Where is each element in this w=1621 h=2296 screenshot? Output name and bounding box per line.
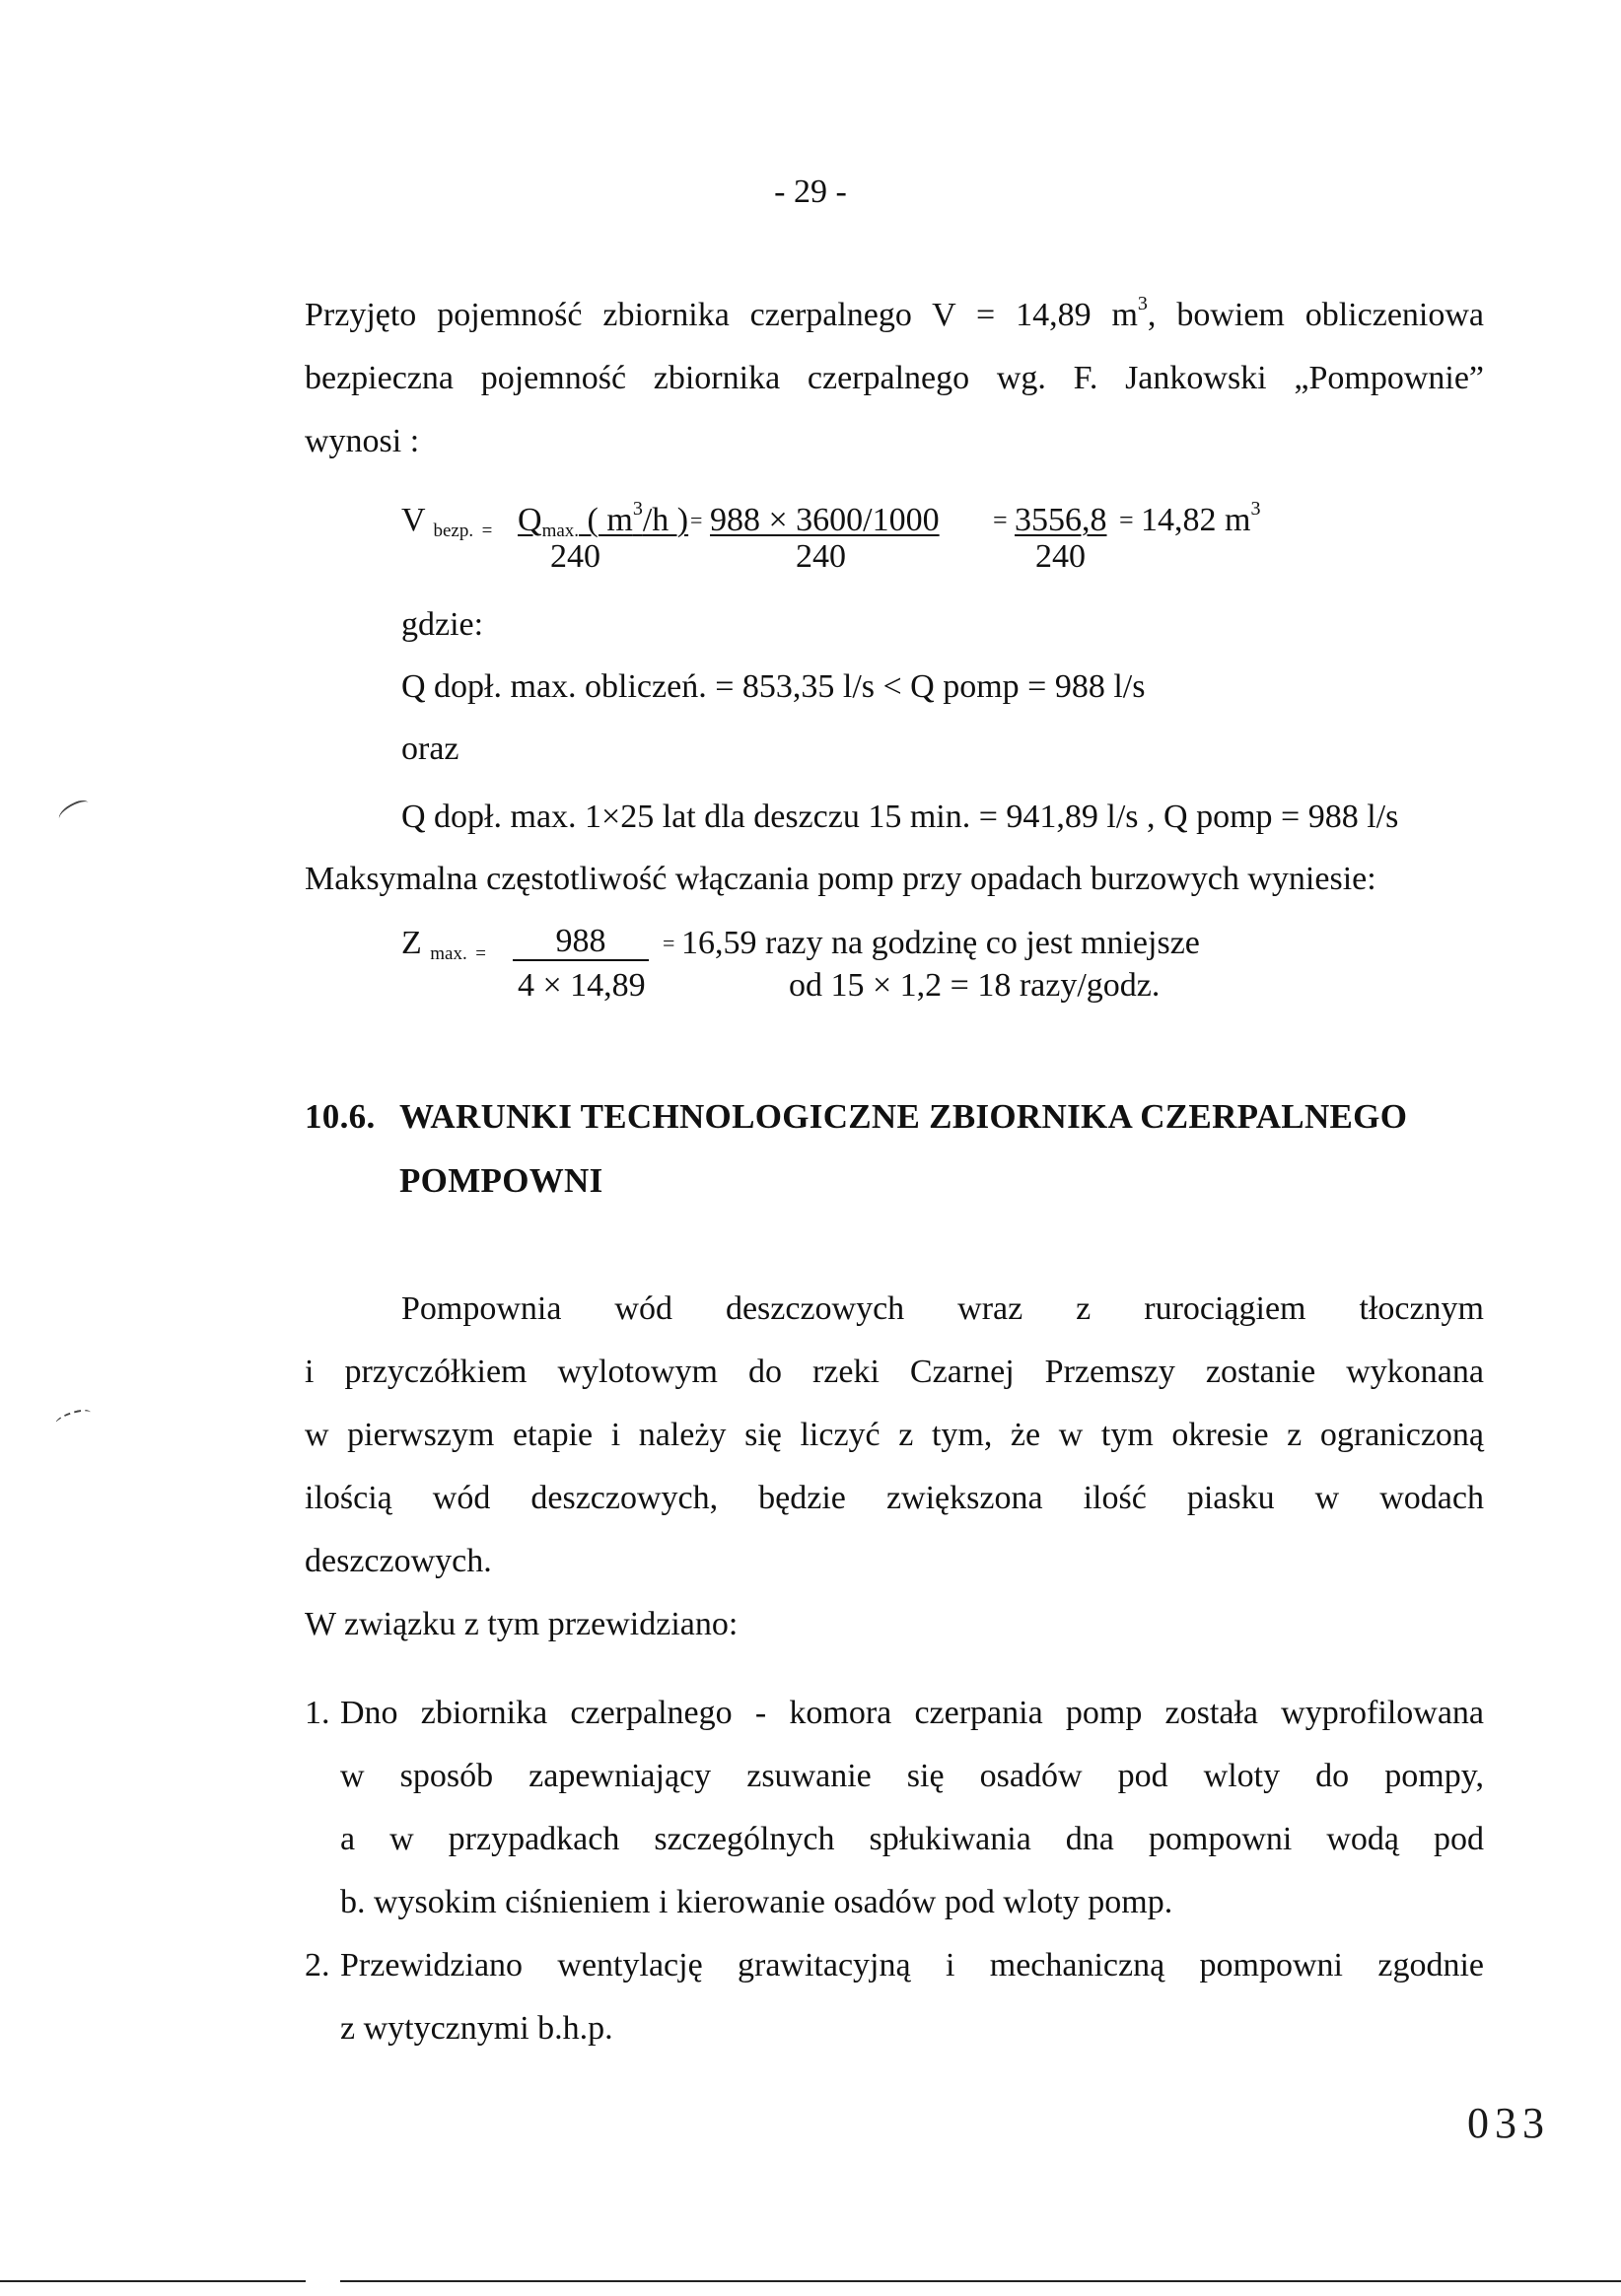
formula-z-result: 16,59 razy na godzinę co jest mniejsze [681, 925, 1200, 961]
list-item-1-line-3: a w przypadkach szczególnych spłukiwania dna pompowni wodą pod [340, 1821, 1484, 1857]
archive-stamp-number: 033 [1467, 2099, 1550, 2147]
formula-v-den3: 240 [1035, 538, 1086, 575]
bottom-rule-left [0, 2280, 306, 2282]
intro-line-1: Przyjęto pojemność zbiornika czerpalnego V = 14,89 $m^3$, bowiem obliczeniowa [305, 293, 1484, 333]
bottom-rule-right [340, 2280, 1621, 2282]
formula-v-den2: 240 [796, 538, 846, 575]
list-item-1-number: 1. [305, 1695, 330, 1731]
formula-v-den1: 240 [550, 538, 600, 575]
where-q2: Q dopł. max. 1×25 lat dla deszczu 15 min. = 941,89 l/s , Q pomp = 988 l/s [401, 799, 1399, 835]
intro-line-3: wynosi : [305, 423, 420, 459]
formula-v-eq4: = [1119, 506, 1134, 534]
list-item-1-line-4: b. wysokim ciśnieniem i kierowanie osadów pod wloty pomp. [340, 1884, 1173, 1920]
body-line-1: Pompownia wód deszczowych wraz z rurociągiem tłocznym [401, 1290, 1484, 1327]
formula-v-num2: 988 × 3600/1000 [710, 502, 940, 538]
where-q1: Q dopł. max. obliczeń. = 853,35 l/s < Q pomp = 988 l/s [401, 668, 1146, 705]
list-item-1-line-2: w sposób zapewniający zsuwanie się osadów pod wloty do pompy, [340, 1758, 1484, 1794]
formula-z-lhs: Z $_{max.}$ $_=$ [401, 925, 486, 964]
body-line-2: i przyczółkiem wylotowym do rzeki Czarnej Przemszy zostanie wykonana [305, 1354, 1484, 1390]
where-and: oraz [401, 731, 459, 767]
formula-v-eq2: = [690, 508, 703, 532]
formula-z-denominator: 4 × 14,89 [518, 967, 646, 1004]
list-item-1-line-1: Dno zbiornika czerpalnego - komora czerpania pomp została wyprofilowana [340, 1695, 1484, 1731]
list-item-2-line-2: z wytycznymi b.h.p. [340, 2010, 613, 2047]
body-line-4: ilością wód deszczowych, będzie zwiększona ilość piasku w wodach [305, 1480, 1484, 1516]
formula-v-num3: 3556,8 [1015, 502, 1107, 538]
where-label: gdzie: [401, 606, 484, 643]
section-title-line-2: POMPOWNI [399, 1161, 603, 1200]
frequency-intro: Maksymalna częstotliwość włączania pomp przy opadach burzowych wyniesie: [305, 861, 1376, 897]
formula-v-result: 14,82 $m^3$ [1141, 498, 1261, 538]
formula-v-lhs: V $_{bezp.}$ $_=$ [401, 502, 493, 541]
margin-mark-1 [55, 798, 93, 826]
formula-z-numerator: 988 [513, 924, 649, 961]
formula-v-num1: $Q_{max.}$ ( $m^3/h$ ) [518, 498, 689, 541]
section-number: 10.6. [305, 1097, 376, 1136]
page-number: - 29 - [774, 174, 847, 210]
body-line-5: deszczowych. [305, 1543, 492, 1579]
body-line-3: w pierwszym etapie i należy się liczyć z tym, że w tym okresie z ograniczoną [305, 1417, 1484, 1453]
list-item-2-number: 2. [305, 1947, 330, 1983]
formula-z-eq2: = [663, 931, 675, 955]
formula-z-comparison: od 15 × 1,2 = 18 razy/godz. [789, 967, 1161, 1004]
margin-mark-2 [53, 1407, 93, 1429]
formula-v-eq3: = [993, 506, 1008, 534]
list-item-2-line-1: Przewidziano wentylację grawitacyjną i mechaniczną pompowni zgodnie [340, 1947, 1484, 1983]
body-paragraph-2: W związku z tym przewidziano: [305, 1606, 739, 1642]
section-title-line-1: WARUNKI TECHNOLOGICZNE ZBIORNIKA CZERPALNEGO [399, 1097, 1408, 1136]
intro-line-2: bezpieczna pojemność zbiornika czerpalnego wg. F. Jankowski „Pompownie” [305, 360, 1484, 396]
